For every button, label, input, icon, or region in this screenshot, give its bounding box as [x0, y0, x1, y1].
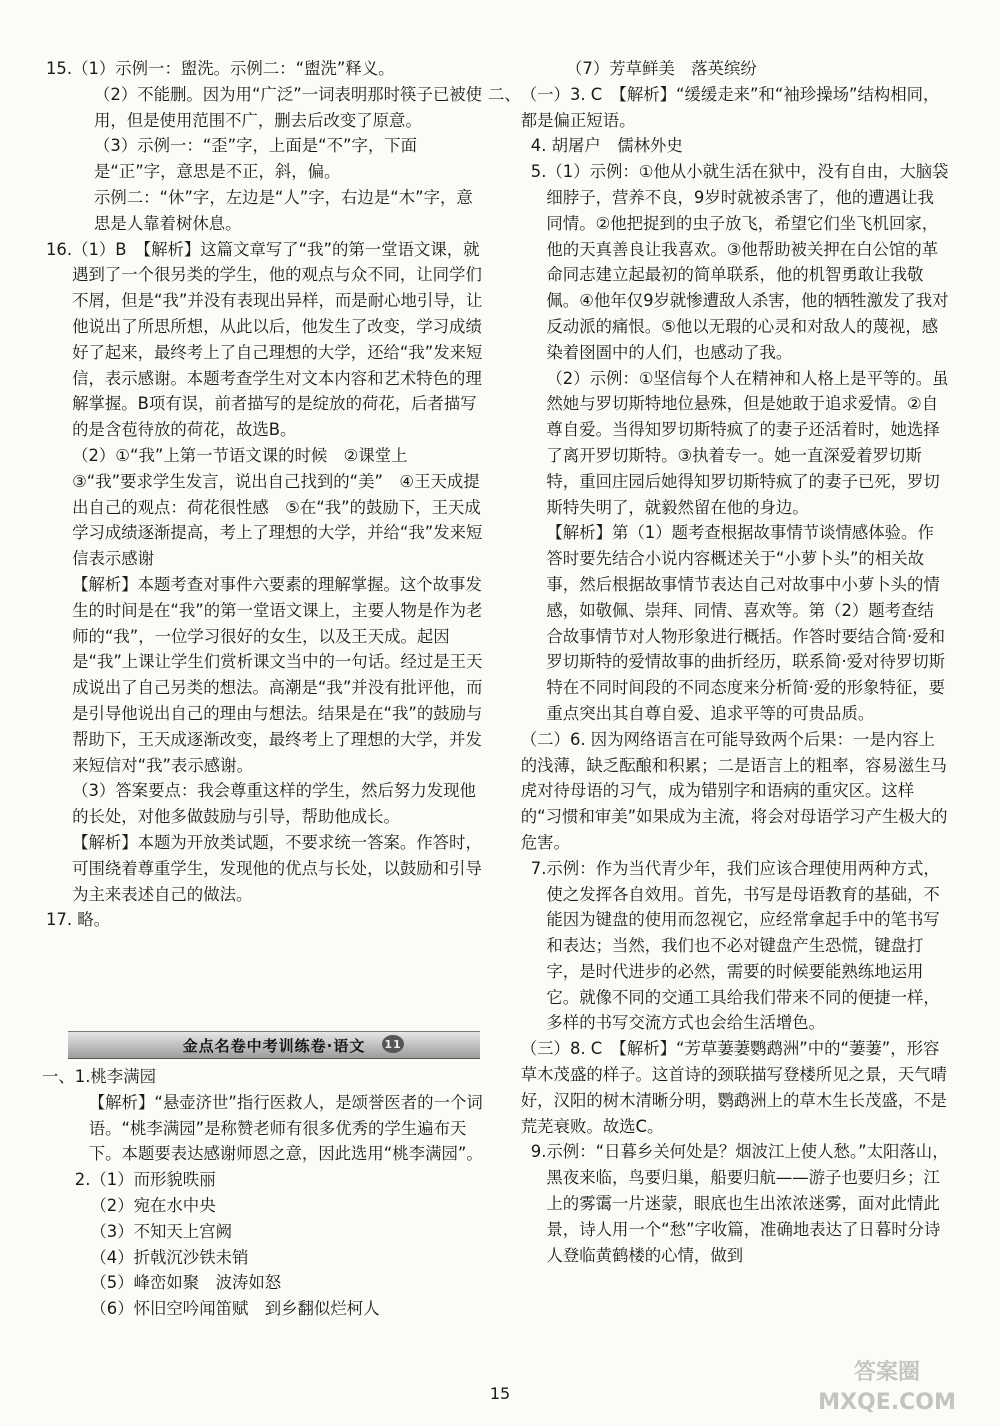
- paper-number-badge: 11: [382, 1035, 404, 1053]
- q3: （一）3. C 【解析】“缓缓走来”和“袖珍操场”结构相同，都是偏正短语。: [520, 84, 940, 130]
- q5-analysis: 【解析】第（1）题考查根据故事情节谈情感体验。作答时要先结合小说内容概述关于“小萝卜头”的相关故事，然后根据故事情节表达自己对故事中小萝卜头的情感，如敬佩、崇拜、同情、喜欢等。第（2）题考查结合故事情节对人物形象进行概括。作答时要结合简·爱和罗切斯特的爱情故事的曲折经历，联系简·爱对待罗切斯特在不同时间段的不同态度来分析简·爱的形象特征，要重点突出其自尊自爱、追求平等的可贵品质。: [546, 523, 946, 723]
- q2-item: （1）而形貌昳丽: [90, 1170, 216, 1190]
- section1: [42, 1064, 488, 1322]
- q2-item: （3）不知天上宫阙: [90, 1221, 232, 1241]
- q15-part3-example2: 示例二：“休”字，左边是“人”字，右边是“木”字，意思是人靠着树休息。: [94, 187, 473, 233]
- section2-body: [521, 82, 950, 1269]
- q4: 4. 胡屠户 儒林外史: [530, 136, 683, 156]
- q16-part2-analysis: 【解析】本题考查对事件六要素的理解掌握。这个故事发生的时间是在“我”的第一堂语文课上，主要人物是作为老师的“我”，一位学习很好的女生，以及王天成。起因是“我”上课让学生们赏析课文当中的一句话。经过是王天成说出了自己另类的想法。高潮是“我”并没有批评他，而是引导他说出自己的理由与想法。结果是在“我”的鼓励与帮助下，王天成逐渐改变，最终考上了理想的大学，并发来短信对“我”表示感谢。: [72, 574, 483, 775]
- q1-number: 1.: [74, 1067, 91, 1086]
- q1-block: [75, 1064, 488, 1090]
- q9-body: 示例：“日暮乡关何处是？烟波江上使人愁。”太阳落山，黑夜来临，鸟要归巢，船要归航——游子也要归乡；江上的雾霭一片迷蒙，眼底也生出浓浓迷雾，面对此情此景，诗人用一个“愁”字收篇，准确地表达了日暮时分诗人登临黄鹤楼的心情，做到: [546, 1142, 949, 1265]
- right-column: [488, 56, 950, 1268]
- section-banner: [68, 1031, 480, 1059]
- q16-part3: （3）答案要点：我会尊重这样的学生，然后努力发现他的长处，对他多做鼓励与引导，帮助他成长。: [72, 781, 476, 827]
- q9-block: [521, 1139, 950, 1268]
- q8: （三）8. C 【解析】“芳草萋萋鹦鹉洲”中的“萋萋”，形容草木茂盛的样子。这首诗的颈联描写登楼所见之景，天气晴好，汉阳的树木清晰分明，鹦鹉洲上的草木生长茂盛，不是荒芜衰败。故选C。: [520, 1039, 947, 1136]
- q7-body: 示例：作为当代青少年，我们应该合理使用两种方式，使之发挥各自效用。首先，书写是母语教育的基础，不能因为键盘的使用而忽视它，应经常拿起手中的笔书写和表达；当然，我们也不必对键盘产生恐慌，键盘打字，是时代进步的必然，需要的时候要能熟练地运用它。就像不同的交通工具给我们带来不同的便捷一样，多样的书写交流方式也会给生活增色。: [546, 858, 940, 1033]
- q15-line1: 15.（1）示例一：盥洗。示例二：“盥洗”释义。: [46, 59, 395, 78]
- lower-left-section: [42, 1064, 488, 1322]
- q7-number: 7.: [530, 858, 547, 878]
- section1-body: [75, 1064, 488, 1322]
- q1-analysis: 【解析】“悬壶济世”指行医救人，是颂誉医者的一个词语。“桃李满园”是称赞老师有很多优秀的学生遍布天下。本题要表达感谢师恩之意，因此选用“桃李满园”。: [88, 1092, 483, 1164]
- q2-item: （5）峰峦如聚 波涛如怒: [90, 1273, 282, 1293]
- page-number: 15: [489, 1384, 511, 1403]
- q1-answer: 桃李满园: [90, 1067, 156, 1086]
- q5-part2: （2）示例：①坚信每个人在精神和人格上是平等的。虽然她与罗切斯特地位悬殊，但是她敢于追求爱情。②自尊自爱。当得知罗切斯特疯了的妻子还活着时，她选择了离开罗切斯特。③执着专一。她一直深爱着罗切斯特，重回庄园后她得知罗切斯特疯了的妻子已死，罗切斯特失明了，就毅然留在他的身边。: [546, 368, 949, 517]
- section2-label: 二、: [488, 84, 521, 104]
- q2-item: （4）折戟沉沙铁未销: [90, 1247, 249, 1267]
- q5-number: 5.: [530, 162, 547, 182]
- q2-number: 2.: [74, 1170, 91, 1190]
- q5-body: [546, 159, 950, 727]
- q2-items: [90, 1167, 488, 1322]
- q5-block: [521, 159, 950, 727]
- q17: 17. 略。: [46, 910, 111, 930]
- q16-part1: （1）B 【解析】这篇文章写了“我”的第一堂语文课，就遇到了一个很另类的学生，他的观点与众不同，让同学们不屑，但是“我”并没有表现出异样，而是耐心地引导，让他说出了所思所想，从此以后，他发生了改变，学习成绩好了起来，最终考上了自己理想的大学，还给“我”发来短信，表示感谢。本题考查学生对文本内容和艺术特色的理解掌握。B项有误，前者描写的是绽放的荷花，后者描写的是含苞待放的荷花，故选B。: [72, 239, 483, 440]
- q15-part3: （3）示例一：“歪”字，上面是“不”字，下面是“正”字，意思是不正，斜，偏。: [94, 136, 418, 182]
- q15-part2: （2）不能删。因为用“广泛”一词表明那时筷子已被使用，但是使用范围不广，删去后改变了原意。: [94, 84, 483, 130]
- watermark-logo: 答案圈 MXQE.COM: [818, 1360, 956, 1415]
- q9-number: 9.: [530, 1142, 547, 1162]
- section1-label: 一、: [42, 1067, 75, 1086]
- left-column: [46, 56, 488, 933]
- q2-block: [75, 1167, 488, 1322]
- q2-item: （6）怀旧空吟闻笛赋 到乡翻似烂柯人: [90, 1299, 380, 1319]
- q16-part2: （2）①“我”上第一节语文课的时候 ②课堂上 ③“我”要求学生发言，说出自己找到的“美” ④王天成提出自己的观点：荷花很性感 ⑤在“我”的鼓励下，王天成学习成绩逐渐提高，考上了理想的大学，并给“我”发来短信表示感谢: [72, 445, 483, 569]
- q6: （二）6. 因为网络语言在可能导致两个后果：一是内容上的浅薄，缺乏酝酿和积累；二是语言上的粗率，容易滋生马虎对待母语的习气，成为错别字和语病的重灾区。这样的“习惯和审美”如果成为主流，将会对母语学习产生极大的危害。: [520, 729, 948, 852]
- q16-part3-analysis: 【解析】本题为开放类试题，不要求统一答案。作答时，可围绕着尊重学生，发现他的优点与长处，以鼓励和引导为主来表述自己的做法。: [72, 832, 482, 904]
- q7-block: [521, 856, 950, 1037]
- q16-block: [46, 237, 488, 908]
- banner-title: 金点名卷中考训练卷·语文: [182, 1036, 366, 1055]
- q2-item: （2）宛在水中央: [90, 1195, 216, 1215]
- q16-body: [72, 237, 488, 908]
- q5-part1: （1）示例：①他从小就生活在狱中，没有自由，大脑袋细脖子，营养不良，9岁时就被杀害了，他的遭遇让我同情。②他把捉到的虫子放飞，希望它们坐飞机回家，他的天真善良让我喜欢。③他帮助被关押在白公馆的革命同志建立起最初的简单联系，他的机智勇敢让我敬佩。④他年仅9岁就惨遭敌人杀害，他的牺牲激发了我对反动派的痛恨。⑤他以无瑕的心灵和对敌人的蔑视，感染着囹圄中的人们，也感动了我。: [546, 162, 949, 362]
- section2: [488, 82, 950, 1269]
- q16-number: 16.: [46, 239, 73, 259]
- r-item7: （7）芳草鲜美 落英缤纷: [566, 59, 757, 78]
